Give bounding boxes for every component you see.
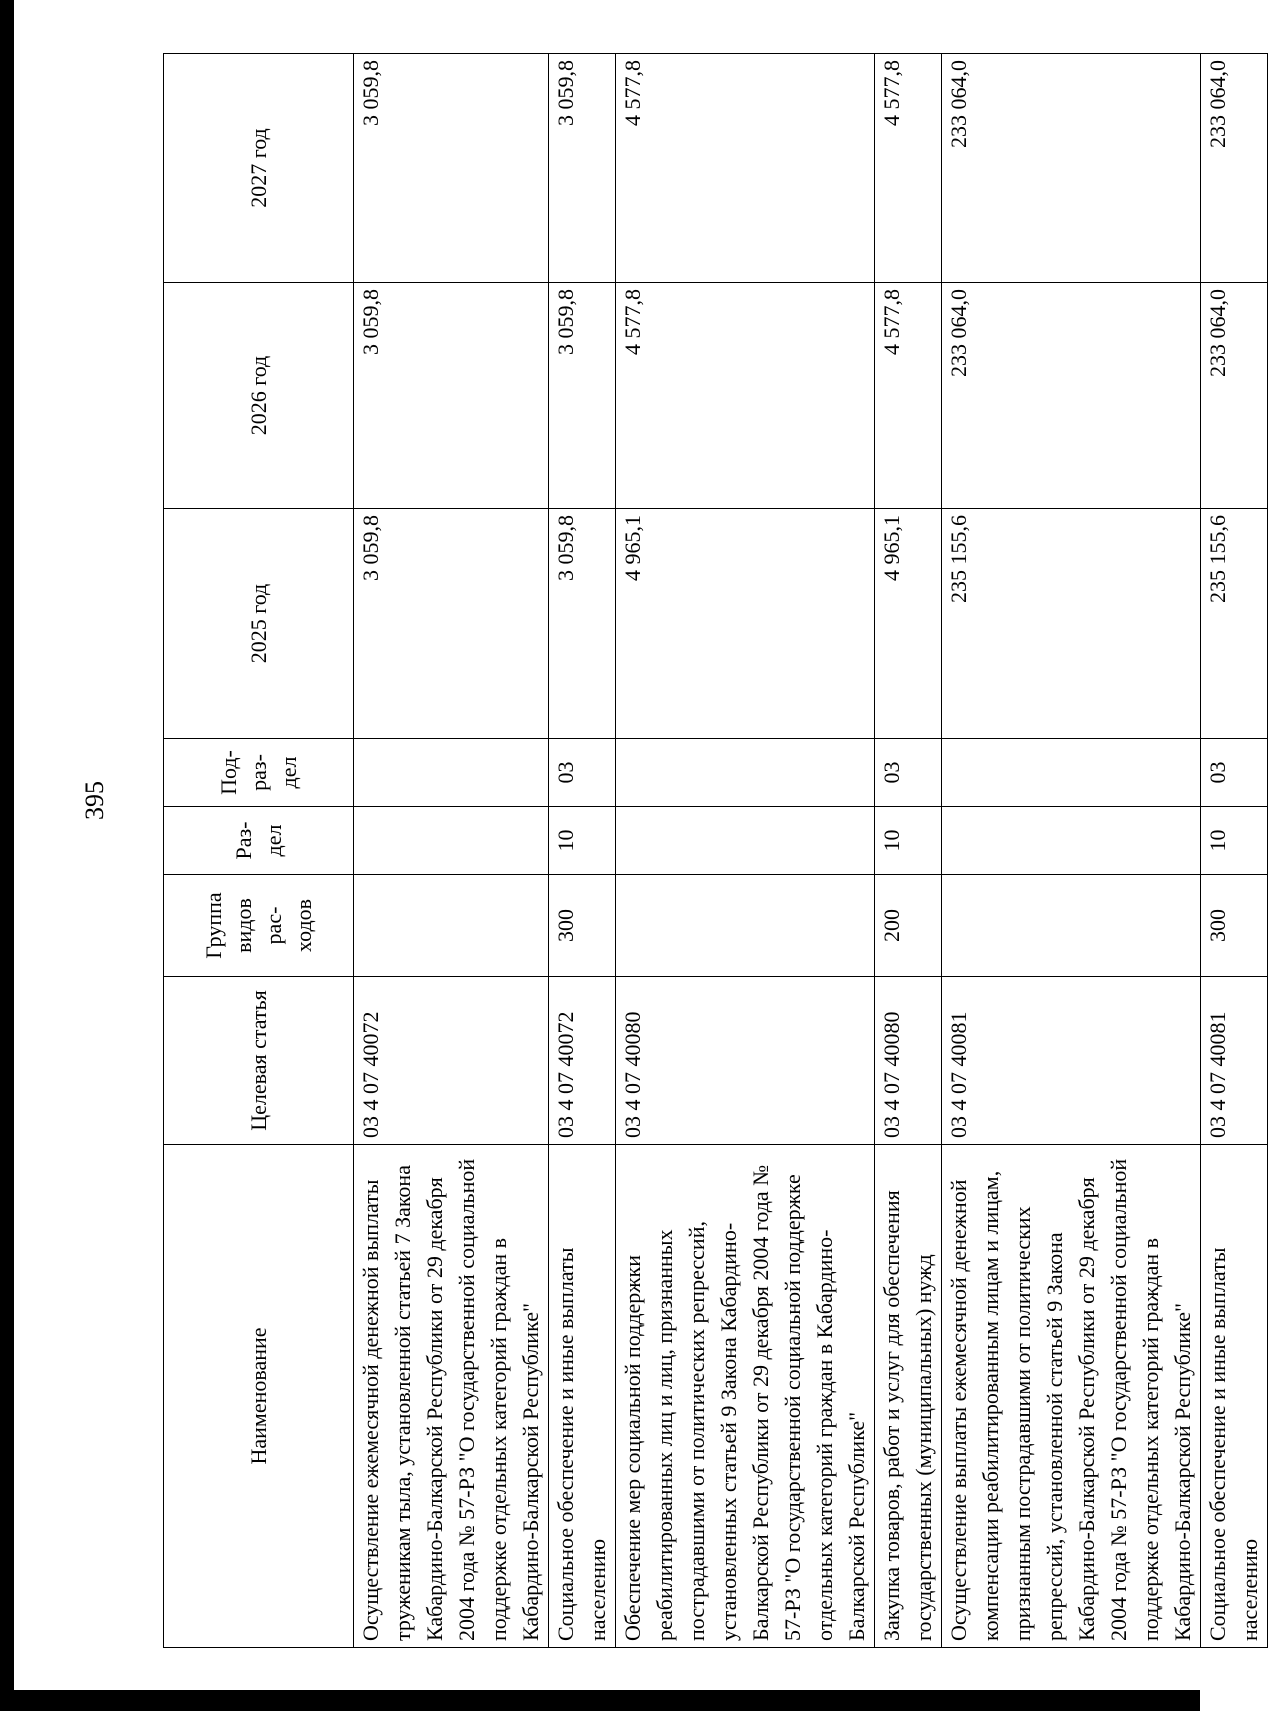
- row-target: 03 4 07 40081: [1201, 977, 1268, 1145]
- row-target: 03 4 07 40081: [942, 977, 1201, 1145]
- row-name: Социальное обеспечение и иные выплаты населению: [1201, 1145, 1268, 1648]
- scan-edge-bottom: [0, 1690, 1200, 1711]
- row-subsection: 03: [875, 739, 942, 807]
- row-section: 10: [875, 807, 942, 875]
- page-number: 395: [80, 781, 109, 820]
- table-row: [1201, 54, 1268, 1648]
- row-group: 300: [1201, 875, 1268, 977]
- row-2027: 233 064,0: [1201, 54, 1268, 283]
- row-section: 10: [549, 807, 616, 875]
- row-2025: 4 965,1: [875, 509, 942, 739]
- row-target: 03 4 07 40080: [616, 977, 875, 1145]
- row-subsection: [616, 739, 875, 807]
- row-section: [616, 807, 875, 875]
- row-name: Обеспечение мер социальной поддержки реабилитированных лиц и лиц, признанных пострадавшими от политических репрессий, установленных статьей 9 Закона Кабардино-Балкарской Республики от 29 декабря 2004 года № 57-РЗ "О государственной социальной поддержке отдельных категорий граждан в Кабардино-Балкарской Республике": [616, 1145, 875, 1648]
- table-row: [549, 54, 616, 1648]
- row-group: 200: [875, 875, 942, 977]
- table-row: [942, 54, 1201, 1648]
- row-2025: 3 059,8: [549, 509, 616, 739]
- row-subsection: 03: [1201, 739, 1268, 807]
- row-group: [354, 875, 549, 977]
- row-2026: 3 059,8: [549, 283, 616, 509]
- row-2027: 4 577,8: [875, 54, 942, 283]
- row-subsection: 03: [549, 739, 616, 807]
- header-name: Наименование: [164, 1145, 354, 1648]
- row-2025: 3 059,8: [354, 509, 549, 739]
- row-2026: 233 064,0: [1201, 283, 1268, 509]
- row-target: 03 4 07 40072: [549, 977, 616, 1145]
- row-2025: 235 155,6: [1201, 509, 1268, 739]
- row-name: Социальное обеспечение и иные выплаты населению: [549, 1145, 616, 1648]
- row-2026: 233 064,0: [942, 283, 1201, 509]
- header-subsection: Под-раз-дел: [164, 739, 354, 807]
- row-group: [616, 875, 875, 977]
- row-2026: 4 577,8: [616, 283, 875, 509]
- header-group: Группа видов рас-ходов: [164, 875, 354, 977]
- row-2025: 4 965,1: [616, 509, 875, 739]
- row-group: [942, 875, 1201, 977]
- header-section: Раз-дел: [164, 807, 354, 875]
- row-2027: 3 059,8: [354, 54, 549, 283]
- header-2027: 2027 год: [164, 54, 354, 283]
- row-2025: 235 155,6: [942, 509, 1201, 739]
- row-name: Закупка товаров, работ и услуг для обеспечения государственных (муниципальных) нужд: [875, 1145, 942, 1648]
- header-2025: 2025 год: [164, 509, 354, 739]
- scan-edge-left: [0, 0, 14, 1711]
- header-row: [164, 54, 354, 1648]
- row-2026: 3 059,8: [354, 283, 549, 509]
- row-subsection: [942, 739, 1201, 807]
- table-row: [616, 54, 875, 1648]
- header-target: Целевая статья: [164, 977, 354, 1145]
- row-target: 03 4 07 40072: [354, 977, 549, 1145]
- row-section: 10: [1201, 807, 1268, 875]
- row-2027: 4 577,8: [616, 54, 875, 283]
- row-target: 03 4 07 40080: [875, 977, 942, 1145]
- table-row: [875, 54, 942, 1648]
- budget-table-rotated: [163, 54, 1262, 1648]
- header-2026: 2026 год: [164, 283, 354, 509]
- budget-table: [163, 53, 1268, 1648]
- row-name: Осуществление выплаты ежемесячной денежной компенсации реабилитированным лицам и лицам, признанным пострадавшими от политических репрессий, установленной статьей 9 Закона Кабардино-Балкарской Республики от 29 декабря 2004 года № 57-РЗ "О государственной социальной поддержке отдельных категорий граждан в Кабардино-Балкарской Республике": [942, 1145, 1201, 1648]
- row-group: 300: [549, 875, 616, 977]
- row-name: Осуществление ежемесячной денежной выплаты труженикам тыла, установленной статьей 7 Закона Кабардино-Балкарской Республики от 29 декабря 2004 года № 57-РЗ "О государственной социальной поддержке отдельных категорий граждан в Кабардино-Балкарской Республике": [354, 1145, 549, 1648]
- table-row: [354, 54, 549, 1648]
- row-2027: 3 059,8: [549, 54, 616, 283]
- row-2026: 4 577,8: [875, 283, 942, 509]
- row-section: [942, 807, 1201, 875]
- row-subsection: [354, 739, 549, 807]
- row-section: [354, 807, 549, 875]
- row-2027: 233 064,0: [942, 54, 1201, 283]
